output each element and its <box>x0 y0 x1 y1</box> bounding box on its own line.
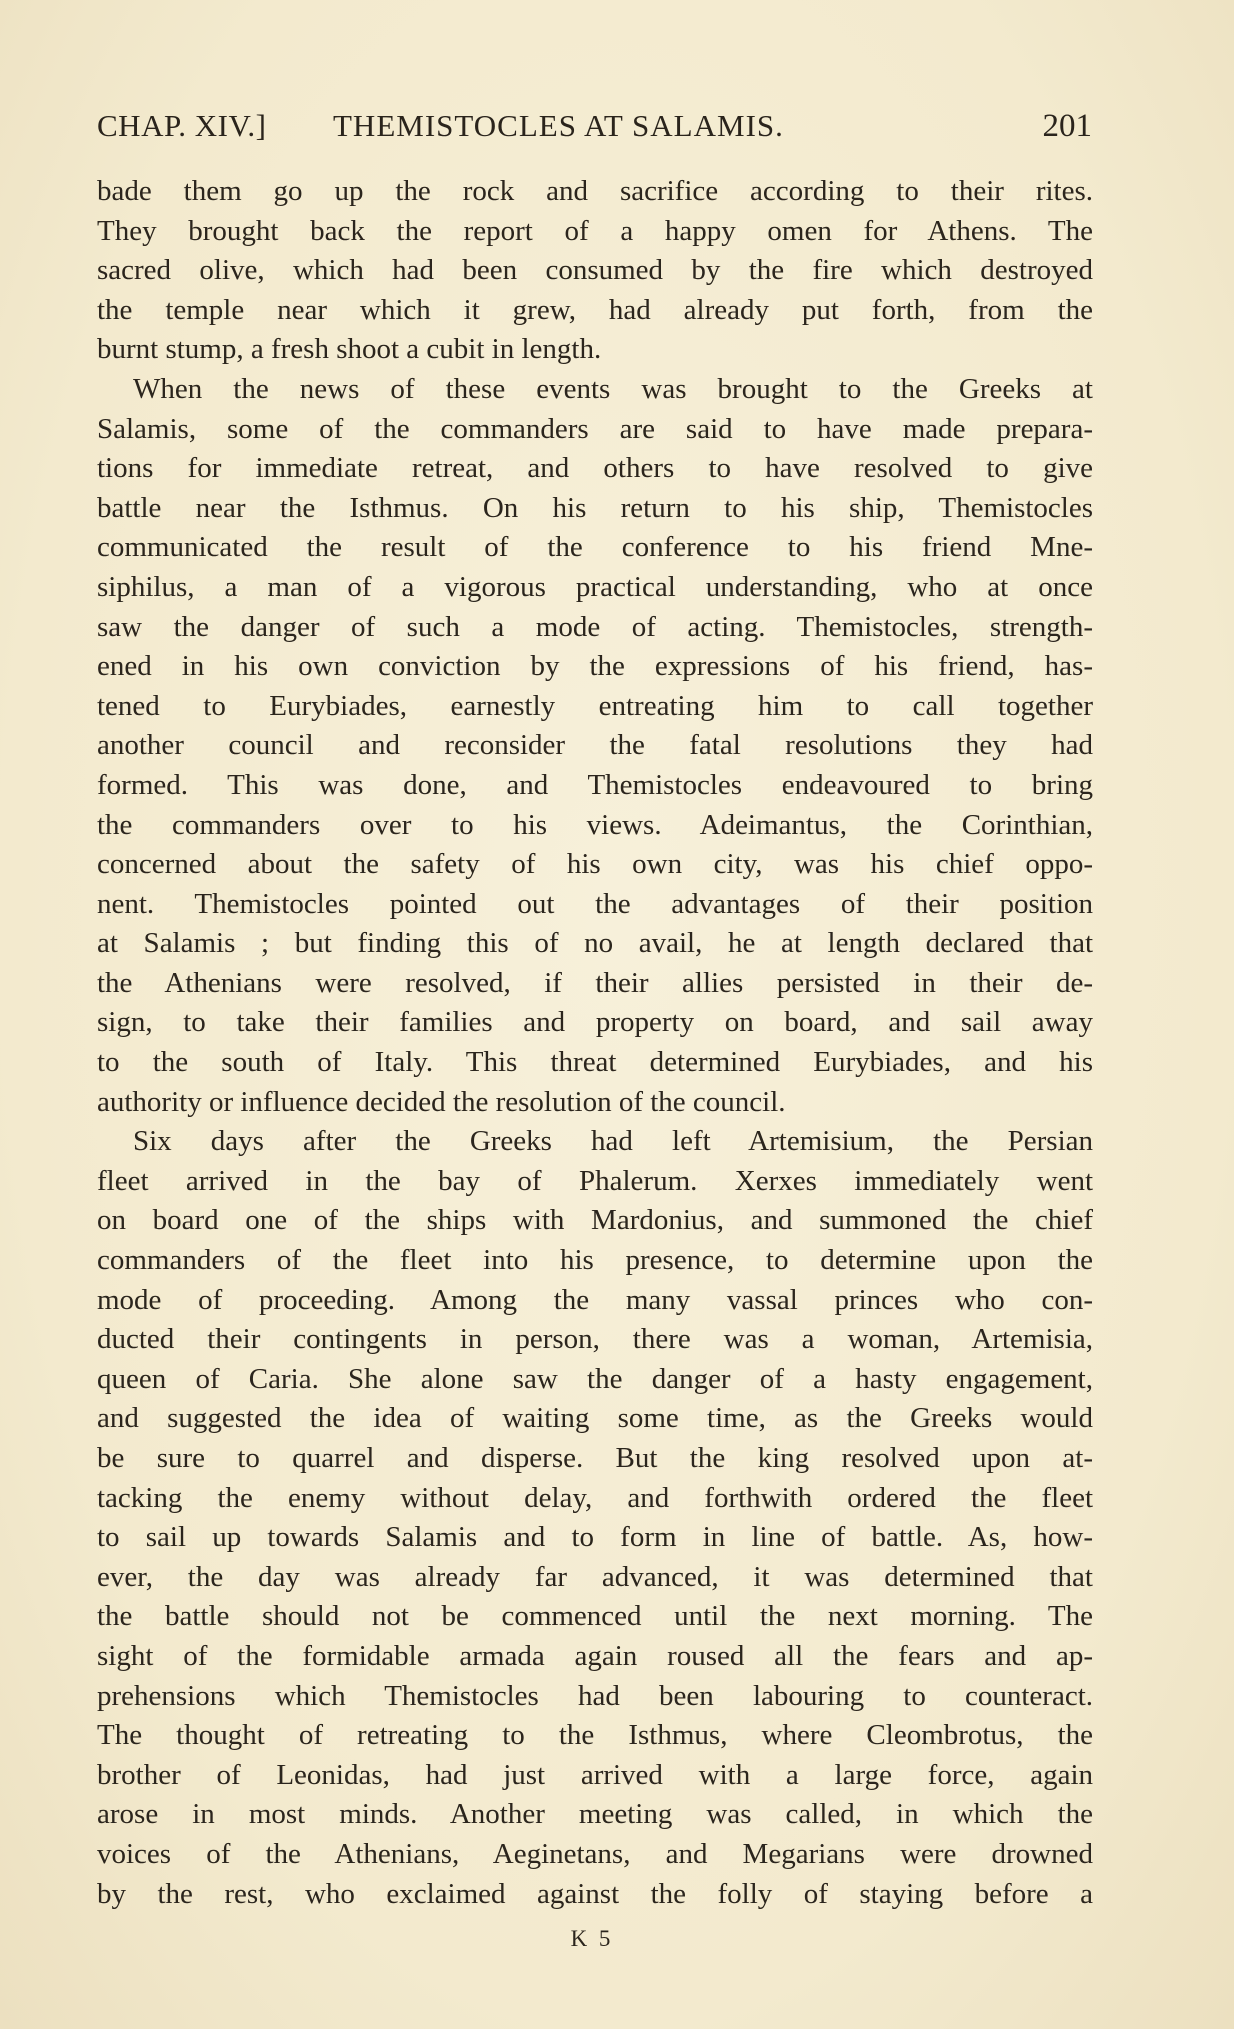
body-text <box>97 172 1093 1914</box>
signature-mark-text: K 5 <box>570 1926 614 1951</box>
chapter-label: CHAP. XIV.] <box>97 108 267 143</box>
text-line: be sure to quarrel and disperse. But the king resolved upon at- <box>97 1442 1093 1474</box>
text-line: mode of proceeding. Among the many vassal princes who con- <box>97 1283 1093 1316</box>
text-line: sacred olive, which had been consumed by the fire which destroyed <box>97 254 1093 287</box>
text-line: siphilus, a man of a vigorous practical understanding, who at once <box>97 570 1093 603</box>
text-line: the temple near which it grew, had already put forth, from the <box>97 293 1093 326</box>
page-number: 201 <box>1042 108 1092 144</box>
text-line: tened to Eurybiades, earnestly entreating him to call together <box>97 689 1093 722</box>
text-line: ever, the day was already far advanced, it was determined that <box>97 1560 1093 1593</box>
text-line: Six days after the Greeks had left Artemisium, the Persian <box>133 1125 1093 1158</box>
text-line: to the south of Italy. This threat determined Eurybiades, and his <box>97 1046 1093 1079</box>
text-line: When the news of these events was brought to the Greeks at <box>133 372 1093 405</box>
text-line: at Salamis ; but finding this of no avail, he at length declared that <box>97 927 1093 960</box>
text-line: fleet arrived in the bay of Phalerum. Xerxes immediately went <box>97 1164 1093 1197</box>
text-line: sign, to take their families and property on board, and sail away <box>97 1006 1093 1039</box>
signature-mark <box>0 1926 1234 1952</box>
text-line: arose in most minds. Another meeting was called, in which the <box>97 1798 1093 1831</box>
text-line: to sail up towards Salamis and to form in line of battle. As, how- <box>97 1521 1093 1554</box>
text-line: formed. This was done, and Themistocles endeavoured to bring <box>97 768 1093 801</box>
text-line: concerned about the safety of his own city, was his chief oppo- <box>97 848 1093 881</box>
text-line: nent. Themistocles pointed out the advantages of their position <box>97 887 1093 920</box>
text-line: commanders of the fleet into his presence, to determine upon the <box>97 1244 1093 1277</box>
text-line: battle near the Isthmus. On his return to his ship, Themistocles <box>97 491 1093 524</box>
text-line: burnt stump, a fresh shoot a cubit in length. <box>97 333 602 366</box>
text-line: ened in his own conviction by the expressions of his friend, has- <box>97 650 1093 683</box>
text-line: the commanders over to his views. Adeimantus, the Corinthian, <box>97 808 1093 841</box>
text-line: saw the danger of such a mode of acting. Themistocles, strength- <box>97 610 1093 643</box>
text-line: the battle should not be commenced until the next morning. The <box>97 1600 1093 1633</box>
text-line: voices of the Athenians, Aeginetans, and Megarians were drowned <box>97 1837 1093 1870</box>
text-line: another council and reconsider the fatal resolutions they had <box>97 729 1093 762</box>
text-line: sight of the formidable armada again roused all the fears and ap- <box>97 1639 1093 1672</box>
text-line: authority or influence decided the resolution of the council. <box>97 1085 786 1118</box>
text-line: tions for immediate retreat, and others to have resolved to give <box>97 452 1093 485</box>
text-line: tacking the enemy without delay, and forthwith ordered the fleet <box>97 1481 1093 1514</box>
text-line: bade them go up the rock and sacrifice according to their rites. <box>97 175 1093 207</box>
text-line: queen of Caria. She alone saw the danger of a hasty engagement, <box>97 1362 1093 1395</box>
text-line: brother of Leonidas, had just arrived with a large force, again <box>97 1758 1093 1791</box>
text-line: and suggested the idea of waiting some time, as the Greeks would <box>97 1402 1093 1435</box>
text-line: They brought back the report of a happy omen for Athens. The <box>97 214 1093 247</box>
text-line: on board one of the ships with Mardonius, and summoned the chief <box>97 1204 1093 1237</box>
running-title: THEMISTOCLES AT SALAMIS. <box>333 108 784 143</box>
text-line: ducted their contingents in person, there was a woman, Artemisia, <box>97 1323 1093 1356</box>
text-line: prehensions which Themistocles had been labouring to counteract. <box>97 1679 1093 1712</box>
text-line: The thought of retreating to the Isthmus, where Cleombrotus, the <box>97 1719 1093 1752</box>
text-line: Salamis, some of the commanders are said to have made prepara- <box>97 412 1093 445</box>
running-header <box>97 108 1092 148</box>
text-line: communicated the result of the conference to his friend Mne- <box>97 531 1093 564</box>
text-line: the Athenians were resolved, if their allies persisted in their de- <box>97 966 1093 999</box>
text-line: by the rest, who exclaimed against the folly of staying before a <box>97 1877 1093 1910</box>
